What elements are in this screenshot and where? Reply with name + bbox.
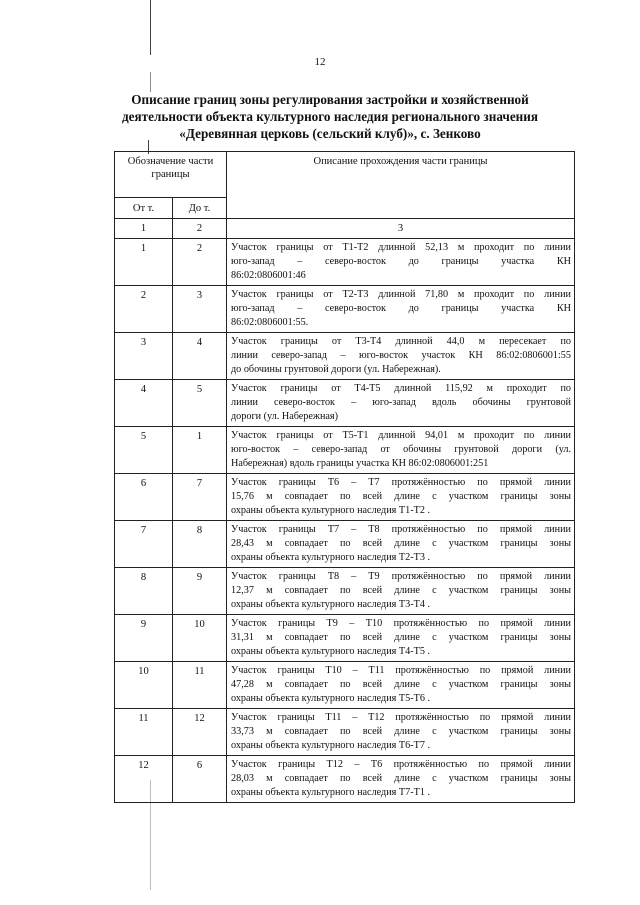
row-from-point: 12 <box>115 756 173 803</box>
row-from-point: 7 <box>115 521 173 568</box>
table-row <box>115 756 575 803</box>
row-description <box>227 286 575 333</box>
row-description <box>227 756 575 803</box>
row-description <box>227 380 575 427</box>
description-line: охраны объекта культурного наследия Т4-Т5 . <box>231 646 431 657</box>
description-line: до обочины грунтовой дороги (ул. Набережная). <box>231 364 441 375</box>
column-number-1: 1 <box>115 219 173 239</box>
row-to-point: 4 <box>173 333 227 380</box>
row-description <box>227 709 575 756</box>
table-row <box>115 662 575 709</box>
row-description <box>227 333 575 380</box>
header-from: От т. <box>115 198 173 219</box>
row-from-point: 5 <box>115 427 173 474</box>
description-line: охраны объекта культурного наследия Т3-Т4 . <box>231 599 431 610</box>
table-row <box>115 709 575 756</box>
description-line: 12,37 м совпадает по всей длине с участком границы зоны <box>231 585 571 596</box>
description-line: Набережная) вдоль границы участка КН 86:02:0806001:251 <box>231 458 489 469</box>
description-line: охраны объекта культурного наследия Т1-Т2 . <box>231 505 431 516</box>
scan-margin-mark <box>150 72 151 92</box>
description-line: Участок границы от Т3-Т4 длинной 44,0 м пересекает по <box>231 336 571 347</box>
description-line: Участок границы Т10 – Т11 протяжённостью по прямой линии <box>231 665 571 676</box>
description-line: Участок границы от Т5-Т1 длинной 94,01 м проходит по линии <box>231 430 571 441</box>
table-row <box>115 333 575 380</box>
row-to-point: 12 <box>173 709 227 756</box>
row-to-point: 11 <box>173 662 227 709</box>
table-row <box>115 427 575 474</box>
description-line: Участок границы Т9 – Т10 протяжённостью по прямой линии <box>231 618 571 629</box>
header-boundary-part: Обозначение части границы <box>115 152 227 198</box>
row-from-point: 8 <box>115 568 173 615</box>
description-line: 86:02:0806001:55. <box>231 317 309 328</box>
description-line: 33,73 м совпадает по всей длине с участком границы зоны <box>231 726 571 737</box>
row-to-point: 9 <box>173 568 227 615</box>
row-from-point: 2 <box>115 286 173 333</box>
scan-margin-mark <box>150 0 151 55</box>
row-description <box>227 521 575 568</box>
table-row <box>115 380 575 427</box>
document-title <box>60 91 600 142</box>
row-to-point: 1 <box>173 427 227 474</box>
row-to-point: 3 <box>173 286 227 333</box>
description-line: юго-запад – северо-восток до границы участка КН <box>231 256 571 267</box>
row-to-point: 5 <box>173 380 227 427</box>
row-from-point: 1 <box>115 239 173 286</box>
description-line: Участок границы Т7 – Т8 протяжённостью по прямой линии <box>231 524 571 535</box>
description-line: 28,43 м совпадает по всей длине с участком границы зоны <box>231 538 571 549</box>
column-number-3: 3 <box>227 219 575 239</box>
table-row <box>115 286 575 333</box>
row-to-point: 2 <box>173 239 227 286</box>
table-row <box>115 521 575 568</box>
description-line: дороги (ул. Набережная) <box>231 411 339 422</box>
row-from-point: 4 <box>115 380 173 427</box>
table-row <box>115 239 575 286</box>
description-line: 86:02:0806001:46 <box>231 270 306 281</box>
title-line-3: «Деревянная церковь (сельский клуб)», с. Зенково <box>179 126 481 141</box>
row-description <box>227 615 575 662</box>
description-line: Участок границы от Т2-Т3 длинной 71,80 м проходит по линии <box>231 289 571 300</box>
description-line: 15,76 м совпадает по всей длине с участком границы зоны <box>231 491 571 502</box>
description-line: Участок границы Т8 – Т9 протяжённостью по прямой линии <box>231 571 571 582</box>
title-line-1: Описание границ зоны регулирования застройки и хозяйственной <box>131 92 529 107</box>
row-to-point: 6 <box>173 756 227 803</box>
table-row <box>115 474 575 521</box>
row-to-point: 8 <box>173 521 227 568</box>
boundary-table <box>114 151 575 803</box>
description-line: охраны объекта культурного наследия Т7-Т1 . <box>231 787 431 798</box>
row-to-point: 7 <box>173 474 227 521</box>
row-from-point: 11 <box>115 709 173 756</box>
description-line: линии северо-запад – юго-восток участок КН 86:02:0806001:55 <box>231 350 571 361</box>
row-from-point: 10 <box>115 662 173 709</box>
description-line: охраны объекта культурного наследия Т2-Т3 . <box>231 552 431 563</box>
row-description <box>227 427 575 474</box>
description-line: Участок границы Т11 – Т12 протяжённостью по прямой линии <box>231 712 571 723</box>
description-line: юго-запад – северо-восток до границы участка КН <box>231 303 571 314</box>
row-from-point: 3 <box>115 333 173 380</box>
row-from-point: 6 <box>115 474 173 521</box>
row-description <box>227 474 575 521</box>
title-line-2: деятельности объекта культурного наследия регионального значения <box>121 109 539 124</box>
description-line: Участок границы от Т4-Т5 длинной 115,92 м проходит по <box>231 383 571 394</box>
description-line: 28,03 м совпадает по всей длине с участком границы зоны <box>231 773 571 784</box>
description-line: Участок границы от Т1-Т2 длинной 52,13 м проходит по линии <box>231 242 571 253</box>
header-description: Описание прохождения части границы <box>227 152 575 219</box>
description-line: 47,28 м совпадает по всей длине с участком границы зоны <box>231 679 571 690</box>
column-number-2: 2 <box>173 219 227 239</box>
description-line: линии северо-восток – юго-запад вдоль обочины грунтовой <box>231 397 571 408</box>
row-description <box>227 662 575 709</box>
description-line: юго-восток – северо-запад от обочины грунтовой дороги (ул. <box>231 444 571 455</box>
row-description <box>227 568 575 615</box>
description-line: 31,31 м совпадает по всей длине с участком границы зоны <box>231 632 571 643</box>
page-number: 12 <box>314 56 326 68</box>
description-line: Участок границы Т6 – Т7 протяжённостью по прямой линии <box>231 477 571 488</box>
row-to-point: 10 <box>173 615 227 662</box>
description-line: Участок границы Т12 – Т6 протяжённостью по прямой линии <box>231 759 571 770</box>
description-line: охраны объекта культурного наследия Т5-Т6 . <box>231 693 431 704</box>
row-from-point: 9 <box>115 615 173 662</box>
row-description <box>227 239 575 286</box>
description-line: охраны объекта культурного наследия Т6-Т7 . <box>231 740 431 751</box>
header-to: До т. <box>173 198 227 219</box>
table-row <box>115 615 575 662</box>
table-row <box>115 568 575 615</box>
